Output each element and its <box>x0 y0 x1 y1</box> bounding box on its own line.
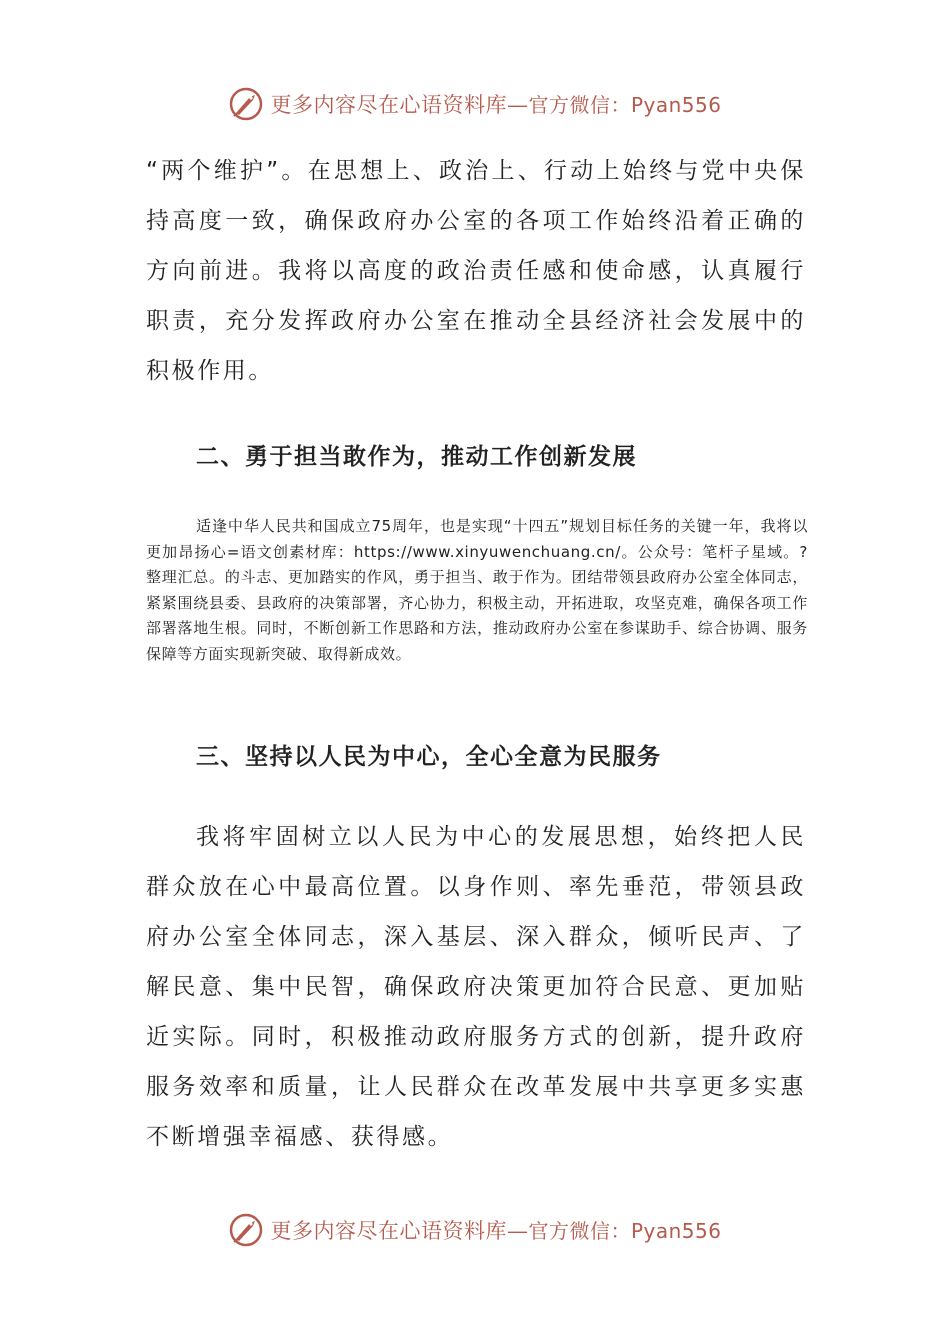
banner-caption: 更多内容尽在心语资料库—官方微信：Pyan556 <box>270 93 722 117</box>
pen-nib-logo-icon <box>228 1212 264 1248</box>
body-paragraph-1: “两个维护”。在思想上、政治上、行动上始终与党中央保持高度一致，确保政府办公室的各项工作始终沿着正确的方向前进。我将以高度的政治责任感和使命感，认真履行职责，充分发挥政府办公室在推动全县经济社会发展中的积极作用。 <box>146 158 806 384</box>
body-paragraph-2: 适逢中华人民共和国成立75周年，也是实现“十四五”规划目标任务的关键一年，我将以更加昂扬心=语文创素材库：https://www.xinyuwenchuang.cn/。公众号：笔杆子星域。?整理汇总。的斗志、更加踏实的作风，勇于担当、敢于作为。团结带领县政府办公室全体同志，紧紧围绕县委、县政府的决策部署，齐心协力，积极主动，开拓进取，攻坚克难，确保各项工作部署落地生根。同时，不断创新工作思路和方法，推动政府办公室在参谋助手、综合协调、服务保障等方面实现新突破、取得新成效。 <box>146 517 808 663</box>
header-banner <box>0 82 950 126</box>
body-paragraph-3: 我将牢固树立以人民为中心的发展思想，始终把人民群众放在心中最高位置。以身作则、率先垂范，带领县政府办公室全体同志，深入基层、深入群众，倾听民声、了解民意、集中民智，确保政府决策更加符合民意、更加贴近实际。同时，积极推动政府服务方式的创新，提升政府服务效率和质量，让人民群众在改革发展中共享更多实惠不断增强幸福感、获得感。 <box>146 824 806 1150</box>
footer-banner <box>0 1208 950 1252</box>
pen-nib-logo-icon <box>228 86 264 122</box>
section-heading-3: 三、坚持以人民为中心，全心全意为民服务 <box>196 744 662 770</box>
banner-caption: 更多内容尽在心语资料库—官方微信：Pyan556 <box>270 1219 722 1243</box>
section-heading-2: 二、勇于担当敢作为，推动工作创新发展 <box>196 444 637 470</box>
